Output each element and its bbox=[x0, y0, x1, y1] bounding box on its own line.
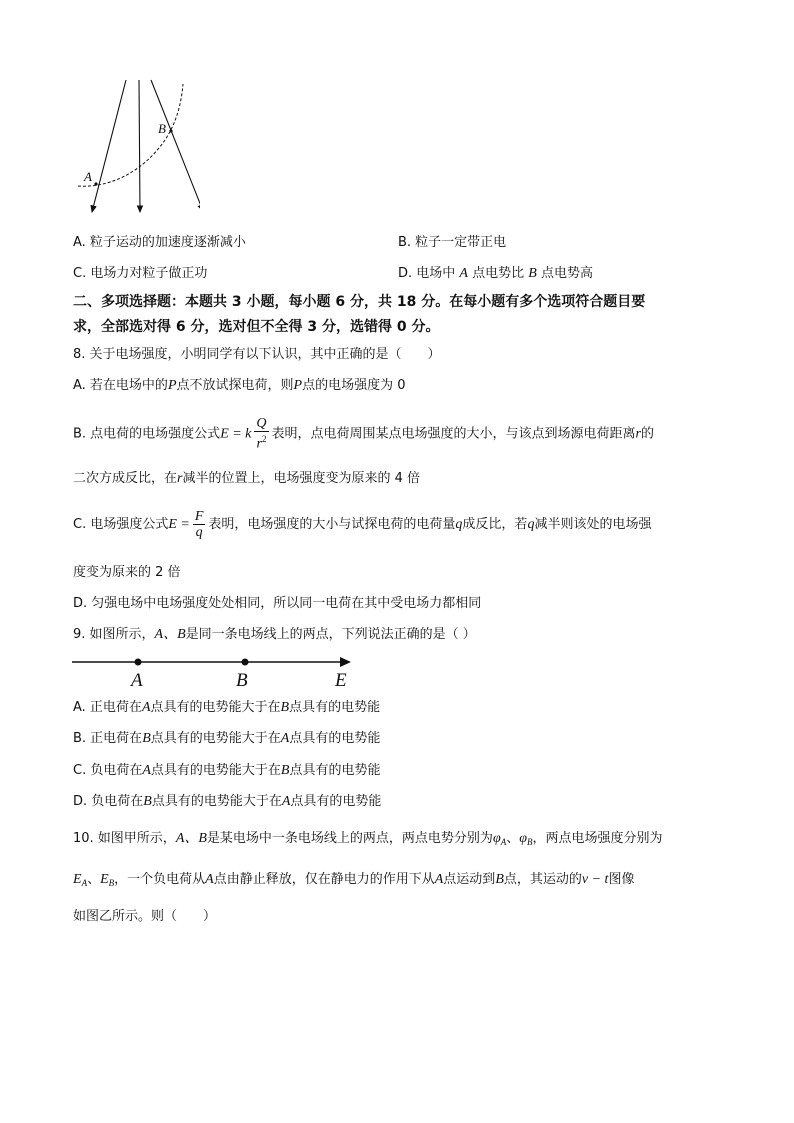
q8-stem: 8. 关于电场强度，小明同学有以下认识，其中正确的是（ ） bbox=[73, 347, 441, 362]
q7-option-d: D. 电场中 A 点电势比 B 点电势高 bbox=[398, 266, 593, 281]
particle-trajectory bbox=[78, 84, 183, 186]
field-label-b: B bbox=[236, 670, 248, 691]
q8-option-d: D. 匀强电场中电场强度处处相同，所以同一电荷在其中受电场力都相同 bbox=[73, 596, 482, 611]
q8-option-c: C. 电场强度公式E = $\frac{F}{q}$ 表明，电场强度的大小与试探电荷的电荷量q成反比，若q减半则该处的电场强 bbox=[73, 509, 652, 540]
q8-option-b-line2: 二次方成反比，在r减半的位置上，电场强度变为原来的 4 倍 bbox=[73, 471, 421, 486]
section2-line2: 求，全部选对得 6 分，选对但不全得 3 分，选错得 0 分。 bbox=[73, 319, 440, 335]
field-label-a: A bbox=[131, 670, 143, 691]
q9-stem: 9. 如图所示，A、B是同一条电场线上的两点，下列说法正确的是（ ） bbox=[73, 627, 476, 642]
q9-option-d: D. 负电荷在B点具有的电势能大于在A点具有的电势能 bbox=[73, 794, 382, 809]
q7-option-a: A. 粒子运动的加速度逐渐减小 bbox=[73, 235, 246, 250]
field-definition-fraction: $\frac{F}{q}$ bbox=[194, 509, 204, 540]
field-point-a bbox=[135, 659, 142, 666]
q10-line2: $E_A$、$E_B$，一个负电荷从A点由静止释放，仅在静电力的作用下从A点运动到B点，其运动的v − t图像 bbox=[73, 872, 635, 888]
point-a bbox=[94, 182, 97, 185]
q7-option-c: C. 电场力对粒子做正功 bbox=[73, 266, 208, 281]
field-label-e: E bbox=[335, 670, 347, 691]
field-direction-arrow bbox=[340, 657, 351, 667]
q9-option-b: B. 正电荷在B点具有的电势能大于在A点具有的电势能 bbox=[73, 731, 381, 746]
q9-option-c: C. 负电荷在A点具有的电势能大于在B点具有的电势能 bbox=[73, 763, 381, 778]
q7-option-b: B. 粒子一定带正电 bbox=[398, 235, 507, 250]
electric-field-line-figure bbox=[70, 650, 360, 692]
field-line-middle bbox=[139, 80, 140, 212]
point-b bbox=[169, 129, 172, 132]
q10-line1: 10. 如图甲所示，A、B是某电场中一条电场线上的两点，两点电势分别为$\varphi_A$、$\varphi_B$，两点电场强度分别为 bbox=[73, 831, 663, 847]
field-lines-figure bbox=[70, 78, 200, 218]
q8-option-b: B. 点电荷的电场强度公式E = k $\frac{Q}{r^2}$ 表明，点电荷周围某点电场强度的大小，与该点到场源电荷距离r的 bbox=[73, 416, 655, 452]
q8-option-c-line2: 度变为原来的 2 倍 bbox=[73, 565, 181, 580]
label-b: B bbox=[158, 121, 166, 136]
field-line-left bbox=[92, 80, 126, 212]
coulomb-formula-fraction: $\frac{Q}{r^2}$ bbox=[256, 416, 267, 452]
q8-option-a: A. 若在电场中的P点不放试探电荷，则P点的电场强度为 0 bbox=[73, 378, 406, 393]
field-point-b bbox=[242, 659, 249, 666]
label-a: A bbox=[84, 169, 92, 184]
q9-option-a: A. 正电荷在A点具有的电势能大于在B点具有的电势能 bbox=[73, 700, 381, 715]
field-line-right bbox=[151, 80, 200, 211]
q10-line3: 如图乙所示。则（ ） bbox=[73, 909, 217, 924]
section2-line1: 二、多项选择题：本题共 3 小题，每小题 6 分，共 18 分。在每小题有多个选项符合题目要 bbox=[73, 294, 646, 310]
